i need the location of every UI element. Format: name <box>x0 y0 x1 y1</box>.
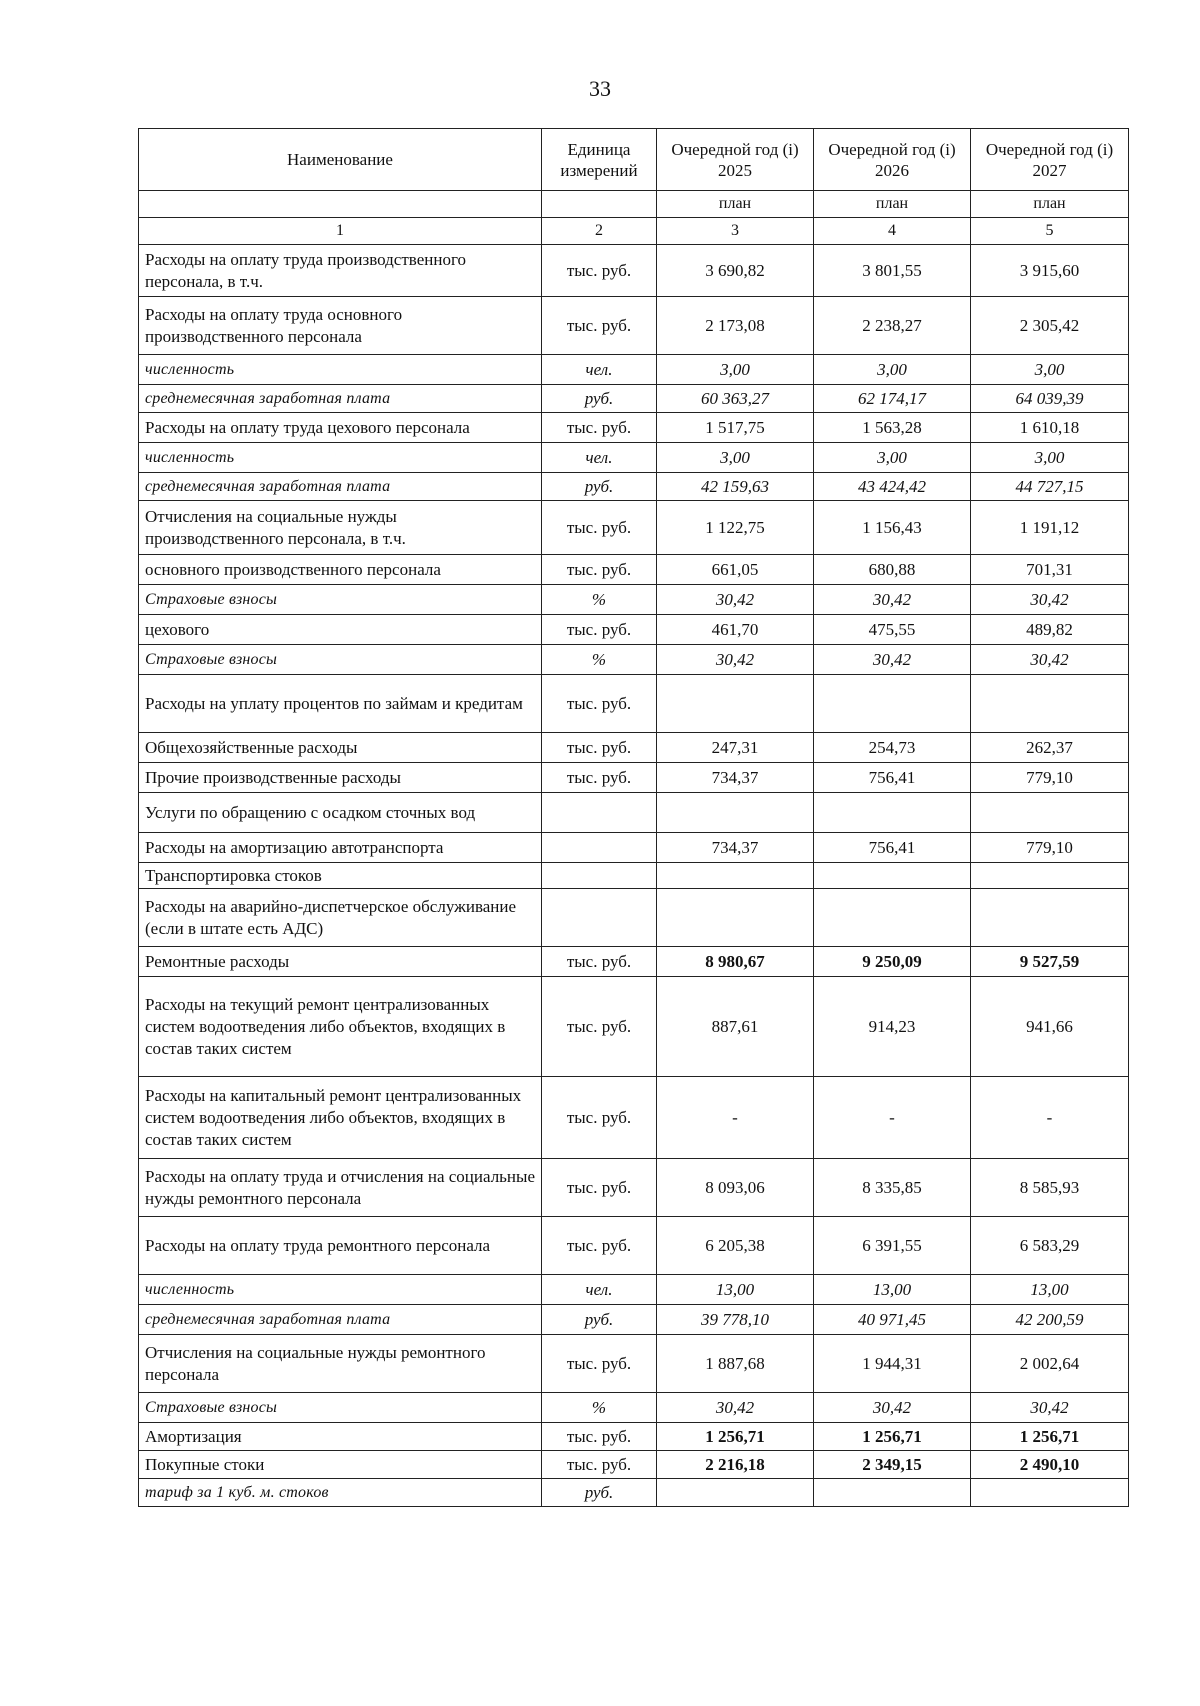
row-name: Расходы на уплату процентов по займам и кредитам <box>139 675 542 733</box>
row-name: Расходы на амортизацию автотранспорта <box>139 833 542 863</box>
value-2026: 2 238,27 <box>814 297 971 355</box>
row-name: численность <box>139 1275 542 1305</box>
value-2026 <box>814 863 971 889</box>
value-2027: 779,10 <box>971 763 1129 793</box>
value-2025: 42 159,63 <box>657 473 814 501</box>
value-2027: 2 490,10 <box>971 1451 1129 1479</box>
row-unit: тыс. руб. <box>542 1423 657 1451</box>
row-name: Страховые взносы <box>139 645 542 675</box>
value-2027: 779,10 <box>971 833 1129 863</box>
row-name: Ремонтные расходы <box>139 947 542 977</box>
value-2026: 914,23 <box>814 977 971 1077</box>
value-2027: 6 583,29 <box>971 1217 1129 1275</box>
value-2026: 1 156,43 <box>814 501 971 555</box>
value-2025: 734,37 <box>657 833 814 863</box>
table-row <box>139 1451 1129 1479</box>
value-2027: 8 585,93 <box>971 1159 1129 1217</box>
value-2025: 60 363,27 <box>657 385 814 413</box>
row-name: Отчисления на социальные нужды ремонтного персонала <box>139 1335 542 1393</box>
header-plan-2025: план <box>657 191 814 218</box>
row-unit: тыс. руб. <box>542 675 657 733</box>
value-2025: 1 517,75 <box>657 413 814 443</box>
column-number: 2 <box>542 218 657 245</box>
row-unit: тыс. руб. <box>542 555 657 585</box>
row-name: численность <box>139 443 542 473</box>
table-row <box>139 645 1129 675</box>
value-2027: 941,66 <box>971 977 1129 1077</box>
row-unit: тыс. руб. <box>542 1077 657 1159</box>
header-plan-blank <box>542 191 657 218</box>
value-2026: 30,42 <box>814 585 971 615</box>
row-name: Расходы на оплату труда ремонтного персонала <box>139 1217 542 1275</box>
value-2026: - <box>814 1077 971 1159</box>
table-row <box>139 1159 1129 1217</box>
row-name: Прочие производственные расходы <box>139 763 542 793</box>
value-2025: 13,00 <box>657 1275 814 1305</box>
row-name: Покупные стоки <box>139 1451 542 1479</box>
value-2025: 1 122,75 <box>657 501 814 555</box>
table-body <box>139 245 1129 1507</box>
table-row <box>139 1393 1129 1423</box>
table-row <box>139 297 1129 355</box>
table-row <box>139 793 1129 833</box>
table-row <box>139 833 1129 863</box>
value-2025: 1 256,71 <box>657 1423 814 1451</box>
value-2025 <box>657 889 814 947</box>
table-row <box>139 585 1129 615</box>
value-2025: 734,37 <box>657 763 814 793</box>
table-row <box>139 1423 1129 1451</box>
value-2025: 3 690,82 <box>657 245 814 297</box>
table-row <box>139 245 1129 297</box>
value-2026: 475,55 <box>814 615 971 645</box>
row-unit: тыс. руб. <box>542 413 657 443</box>
value-2026: 30,42 <box>814 645 971 675</box>
row-unit: % <box>542 1393 657 1423</box>
value-2025: 39 778,10 <box>657 1305 814 1335</box>
value-2025: 661,05 <box>657 555 814 585</box>
row-unit: руб. <box>542 385 657 413</box>
table-row <box>139 889 1129 947</box>
column-number: 1 <box>139 218 542 245</box>
row-unit: тыс. руб. <box>542 733 657 763</box>
value-2027: 30,42 <box>971 645 1129 675</box>
row-unit: % <box>542 645 657 675</box>
value-2025: 30,42 <box>657 585 814 615</box>
value-2025: 1 887,68 <box>657 1335 814 1393</box>
value-2026: 680,88 <box>814 555 971 585</box>
row-name: Расходы на текущий ремонт централизованных систем водоотведения либо объектов, входящих в состав таких систем <box>139 977 542 1077</box>
value-2025 <box>657 1479 814 1507</box>
row-unit: тыс. руб. <box>542 763 657 793</box>
row-name: Расходы на оплату труда и отчисления на социальные нужды ремонтного персонала <box>139 1159 542 1217</box>
cost-table <box>138 128 1129 1507</box>
value-2026 <box>814 1479 971 1507</box>
row-name: Расходы на аварийно-диспетчерское обслуживание (если в штате есть АДС) <box>139 889 542 947</box>
row-name: Транспортировка стоков <box>139 863 542 889</box>
value-2027: 2 305,42 <box>971 297 1129 355</box>
value-2026: 8 335,85 <box>814 1159 971 1217</box>
table-row <box>139 555 1129 585</box>
row-name: среднемесячная заработная плата <box>139 385 542 413</box>
value-2026: 254,73 <box>814 733 971 763</box>
row-unit: тыс. руб. <box>542 1335 657 1393</box>
value-2025: - <box>657 1077 814 1159</box>
row-name: Услуги по обращению с осадком сточных вод <box>139 793 542 833</box>
value-2026 <box>814 793 971 833</box>
value-2025: 30,42 <box>657 1393 814 1423</box>
row-name: Расходы на оплату труда основного производственного персонала <box>139 297 542 355</box>
row-unit: руб. <box>542 473 657 501</box>
value-2025: 8 093,06 <box>657 1159 814 1217</box>
row-unit: чел. <box>542 443 657 473</box>
value-2025 <box>657 675 814 733</box>
table-row <box>139 977 1129 1077</box>
value-2027: 3 915,60 <box>971 245 1129 297</box>
table-row <box>139 473 1129 501</box>
table-row <box>139 1275 1129 1305</box>
row-unit: тыс. руб. <box>542 947 657 977</box>
row-unit: руб. <box>542 1305 657 1335</box>
table-row <box>139 675 1129 733</box>
row-name: численность <box>139 355 542 385</box>
table-row <box>139 763 1129 793</box>
value-2026: 6 391,55 <box>814 1217 971 1275</box>
value-2027: 701,31 <box>971 555 1129 585</box>
row-name: Страховые взносы <box>139 1393 542 1423</box>
value-2025: 8 980,67 <box>657 947 814 977</box>
value-2026: 9 250,09 <box>814 947 971 977</box>
row-unit <box>542 863 657 889</box>
table-row <box>139 413 1129 443</box>
value-2027: 9 527,59 <box>971 947 1129 977</box>
value-2027: 3,00 <box>971 355 1129 385</box>
value-2027: 30,42 <box>971 585 1129 615</box>
column-number: 5 <box>971 218 1129 245</box>
value-2026: 756,41 <box>814 763 971 793</box>
table-row <box>139 501 1129 555</box>
value-2025: 3,00 <box>657 355 814 385</box>
value-2025: 6 205,38 <box>657 1217 814 1275</box>
table-row <box>139 1217 1129 1275</box>
row-unit: тыс. руб. <box>542 1217 657 1275</box>
table-row <box>139 355 1129 385</box>
value-2027: 42 200,59 <box>971 1305 1129 1335</box>
value-2027 <box>971 889 1129 947</box>
table-row <box>139 1335 1129 1393</box>
row-name: среднемесячная заработная плата <box>139 1305 542 1335</box>
value-2027: 489,82 <box>971 615 1129 645</box>
table-row <box>139 863 1129 889</box>
table-row <box>139 1479 1129 1507</box>
row-name: среднемесячная заработная плата <box>139 473 542 501</box>
row-name: Страховые взносы <box>139 585 542 615</box>
row-unit <box>542 889 657 947</box>
value-2025: 2 216,18 <box>657 1451 814 1479</box>
row-name: тариф за 1 куб. м. стоков <box>139 1479 542 1507</box>
value-2026: 30,42 <box>814 1393 971 1423</box>
row-unit: тыс. руб. <box>542 615 657 645</box>
row-name: Расходы на оплату труда цехового персонала <box>139 413 542 443</box>
row-unit: тыс. руб. <box>542 297 657 355</box>
row-name: Общехозяйственные расходы <box>139 733 542 763</box>
row-name: Расходы на оплату труда производственного персонала, в т.ч. <box>139 245 542 297</box>
header-unit: Единица измерений <box>542 129 657 191</box>
value-2026: 756,41 <box>814 833 971 863</box>
table-row <box>139 385 1129 413</box>
header-plan-blank <box>139 191 542 218</box>
row-name: основного производственного персонала <box>139 555 542 585</box>
row-unit: чел. <box>542 1275 657 1305</box>
row-name: Амортизация <box>139 1423 542 1451</box>
value-2025: 2 173,08 <box>657 297 814 355</box>
row-name: цехового <box>139 615 542 645</box>
row-unit: тыс. руб. <box>542 245 657 297</box>
value-2027: 2 002,64 <box>971 1335 1129 1393</box>
table-row <box>139 615 1129 645</box>
value-2027 <box>971 675 1129 733</box>
value-2026: 3,00 <box>814 443 971 473</box>
value-2026: 1 944,31 <box>814 1335 971 1393</box>
value-2027: 64 039,39 <box>971 385 1129 413</box>
value-2027 <box>971 793 1129 833</box>
value-2026: 3,00 <box>814 355 971 385</box>
value-2027 <box>971 1479 1129 1507</box>
value-2026: 40 971,45 <box>814 1305 971 1335</box>
row-unit: чел. <box>542 355 657 385</box>
header-year-2026: Очередной год (i) 2026 <box>814 129 971 191</box>
value-2026: 62 174,17 <box>814 385 971 413</box>
value-2026: 43 424,42 <box>814 473 971 501</box>
table-row <box>139 733 1129 763</box>
value-2027: - <box>971 1077 1129 1159</box>
value-2027: 30,42 <box>971 1393 1129 1423</box>
header-year-2025: Очередной год (i) 2025 <box>657 129 814 191</box>
value-2026 <box>814 675 971 733</box>
header-plan-2026: план <box>814 191 971 218</box>
table-row <box>139 1305 1129 1335</box>
row-unit: тыс. руб. <box>542 501 657 555</box>
row-unit: тыс. руб. <box>542 1451 657 1479</box>
header-plan-2027: план <box>971 191 1129 218</box>
value-2025: 3,00 <box>657 443 814 473</box>
value-2026: 2 349,15 <box>814 1451 971 1479</box>
table-row <box>139 1077 1129 1159</box>
value-2027: 13,00 <box>971 1275 1129 1305</box>
value-2026 <box>814 889 971 947</box>
value-2027: 1 191,12 <box>971 501 1129 555</box>
value-2027: 1 610,18 <box>971 413 1129 443</box>
table-row <box>139 947 1129 977</box>
row-unit: тыс. руб. <box>542 977 657 1077</box>
value-2026: 13,00 <box>814 1275 971 1305</box>
column-number: 3 <box>657 218 814 245</box>
page-number: 33 <box>589 76 611 101</box>
value-2027: 3,00 <box>971 443 1129 473</box>
value-2025: 247,31 <box>657 733 814 763</box>
row-name: Расходы на капитальный ремонт централизованных систем водоотведения либо объектов, входящих в состав таких систем <box>139 1077 542 1159</box>
row-unit <box>542 793 657 833</box>
header-name: Наименование <box>139 129 542 191</box>
header-year-2027: Очередной год (i) 2027 <box>971 129 1129 191</box>
value-2026: 1 563,28 <box>814 413 971 443</box>
row-unit: тыс. руб. <box>542 1159 657 1217</box>
value-2027: 262,37 <box>971 733 1129 763</box>
value-2025: 30,42 <box>657 645 814 675</box>
value-2025 <box>657 793 814 833</box>
value-2025 <box>657 863 814 889</box>
row-name: Отчисления на социальные нужды производственного персонала, в т.ч. <box>139 501 542 555</box>
table-row <box>139 443 1129 473</box>
value-2027: 44 727,15 <box>971 473 1129 501</box>
row-unit <box>542 833 657 863</box>
value-2026: 3 801,55 <box>814 245 971 297</box>
value-2027: 1 256,71 <box>971 1423 1129 1451</box>
value-2025: 887,61 <box>657 977 814 1077</box>
column-number: 4 <box>814 218 971 245</box>
row-unit: руб. <box>542 1479 657 1507</box>
value-2026: 1 256,71 <box>814 1423 971 1451</box>
value-2025: 461,70 <box>657 615 814 645</box>
value-2027 <box>971 863 1129 889</box>
row-unit: % <box>542 585 657 615</box>
